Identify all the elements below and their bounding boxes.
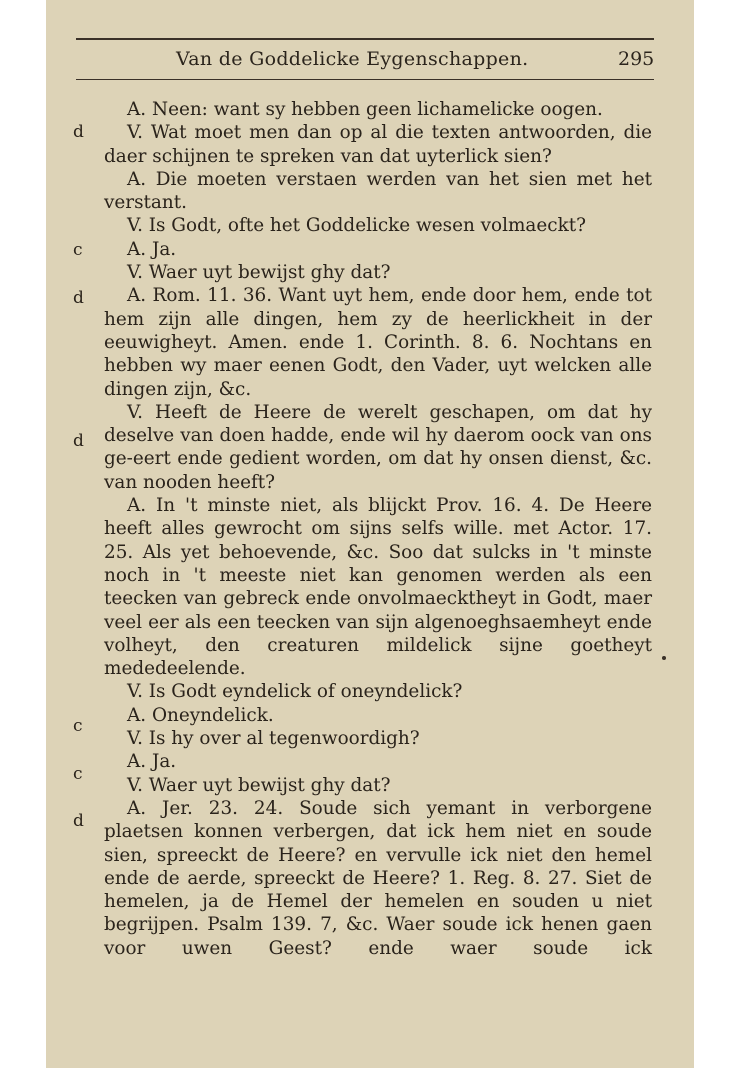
margin-mark: c: [73, 764, 83, 784]
header-rule-top: [76, 38, 654, 40]
margin-mark: d: [73, 811, 84, 831]
question-paragraph: V. Is Godt eyndelick of oneyndelick?: [127, 681, 463, 703]
body-text: [104, 98, 652, 960]
running-header-title: Van de Goddelicke Eygenschappen.: [176, 48, 529, 70]
margin-mark: d: [73, 431, 84, 451]
margin-mark: d: [73, 288, 84, 308]
answer-paragraph: A. Ja.: [127, 751, 177, 773]
answer-paragraph: A. Oneyndelick.: [127, 704, 274, 726]
question-paragraph: V. Waer uyt bewijst ghy dat?: [127, 262, 391, 284]
margin-mark: d: [73, 122, 84, 142]
answer-paragraph: A. Die moeten verstaen werden van het sien met het verstant.: [104, 168, 652, 214]
book-page: [46, 0, 694, 1068]
question-paragraph: V. Waer uyt bewijst ghy dat?: [127, 774, 391, 796]
page-number: 295: [618, 48, 655, 70]
answer-paragraph: A. Ja.: [127, 238, 177, 260]
question-paragraph: V. Heeft de Heere de werelt geschapen, om dat hy deselve van doen hadde, ende wil hy daerom oock van ons ge-eert ende gedient worden, om dat hy onsen dienst, &c. van nooden heeft?: [104, 401, 652, 493]
answer-paragraph: A. Jer. 23. 24. Soude sich yemant in verborgene plaetsen konnen verbergen, dat ick hem niet en soude sien, spreeckt de Heere? en vervulle ick niet den hemel ende de aerde, spreeckt de Heere? 1. Reg. 8. 27. Siet de hemelen, ja de Hemel der hemelen en souden u niet begrijpen. Psalm 139. 7, &c. Waer soude ick henen gaen voor uwen Geest? ende waer soude ick: [104, 797, 652, 959]
answer-paragraph: A. Neen: want sy hebben geen lichamelicke oogen.: [127, 99, 603, 120]
answer-paragraph: A. In 't minste niet, als blijckt Prov. 16. 4. De Heere heeft alles gewrocht om sijns selfs wille. met Actor. 17. 25. Als yet behoevende, &c. Soo dat sulcks in 't minste noch in 't meeste niet kan genomen werden als een teecken van gebreck ende onvolmaecktheyt in Godt, maer veel eer als een teecken van sijn algenoeghsaemheyt ende volheyt, den creaturen mildelick sijne goetheyt mededeelende.: [104, 495, 652, 680]
header-rule-bottom: [76, 79, 654, 80]
answer-paragraph: A. Rom. 11. 36. Want uyt hem, ende door hem, ende tot hem zijn alle dingen, hem zy de heerlickheit in der eeuwigheyt. Amen. ende 1. Corinth. 8. 6. Nochtans en hebben wy maer eenen Godt, den Vader, uyt welcken alle dingen zijn, &c.: [104, 285, 652, 400]
question-paragraph: V. Is hy over al tegenwoordigh?: [127, 728, 420, 750]
margin-mark: c: [73, 240, 83, 260]
question-paragraph: V. Is Godt, ofte het Goddelicke wesen volmaeckt?: [127, 215, 586, 237]
ink-speck: [662, 656, 666, 660]
margin-mark: c: [73, 716, 83, 736]
question-paragraph: V. Wat moet men dan op al die texten antwoorden, die daer schijnen te spreken van dat uyterlick sien?: [104, 122, 652, 167]
